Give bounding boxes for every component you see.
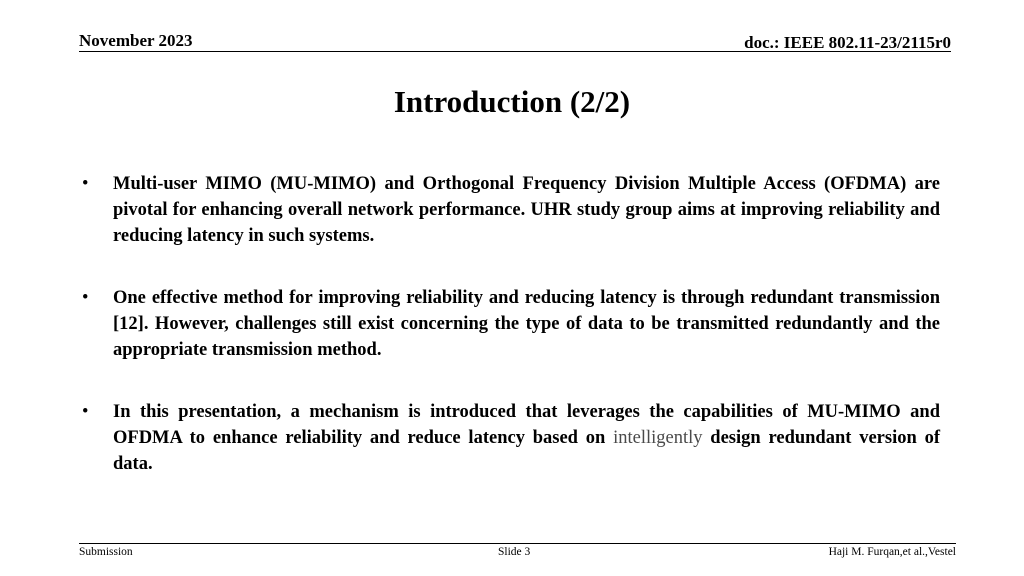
- bullet-list: [80, 171, 940, 513]
- header-divider: [79, 51, 951, 52]
- bullet-item: [80, 399, 940, 477]
- bullet-dot-icon: •: [82, 402, 89, 422]
- bullet-dot-icon: •: [82, 174, 89, 194]
- header-date: November 2023: [79, 31, 193, 50]
- slide-title: Introduction (2/2): [393, 84, 631, 119]
- footer-submission: Submission: [79, 546, 133, 558]
- footer-divider: [79, 543, 956, 544]
- footer-authors: Haji M. Furqan,et al.,Vestel: [828, 546, 956, 558]
- bullet-dot-icon: •: [82, 288, 89, 308]
- bullet-text-tail: design redundant version of data.: [113, 428, 940, 474]
- footer-slide-number: Slide 3: [498, 546, 531, 558]
- header-doc-id: doc.: IEEE 802.11-23/2115r0: [744, 33, 951, 52]
- highlighted-word: intelligently: [613, 428, 703, 448]
- bullet-item: [80, 285, 940, 363]
- bullet-item: [80, 171, 940, 249]
- bullet-text: In this presentation, a mechanism is introduced that leverages the capabilities of MU-MIMO and OFDMA to enhance reliability and reduce latency based on: [113, 402, 940, 448]
- bullet-text: One effective method for improving reliability and reducing latency is through redundant transmission [12]. However, challenges still exist concerning the type of data to be transmitted redundantly and the appropriate transmission method.: [113, 288, 940, 360]
- bullet-text: Multi-user MIMO (MU-MIMO) and Orthogonal Frequency Division Multiple Access (OFDMA) are pivotal for enhancing overall network performance. UHR study group aims at improving reliability and reducing latency in such systems.: [113, 174, 940, 246]
